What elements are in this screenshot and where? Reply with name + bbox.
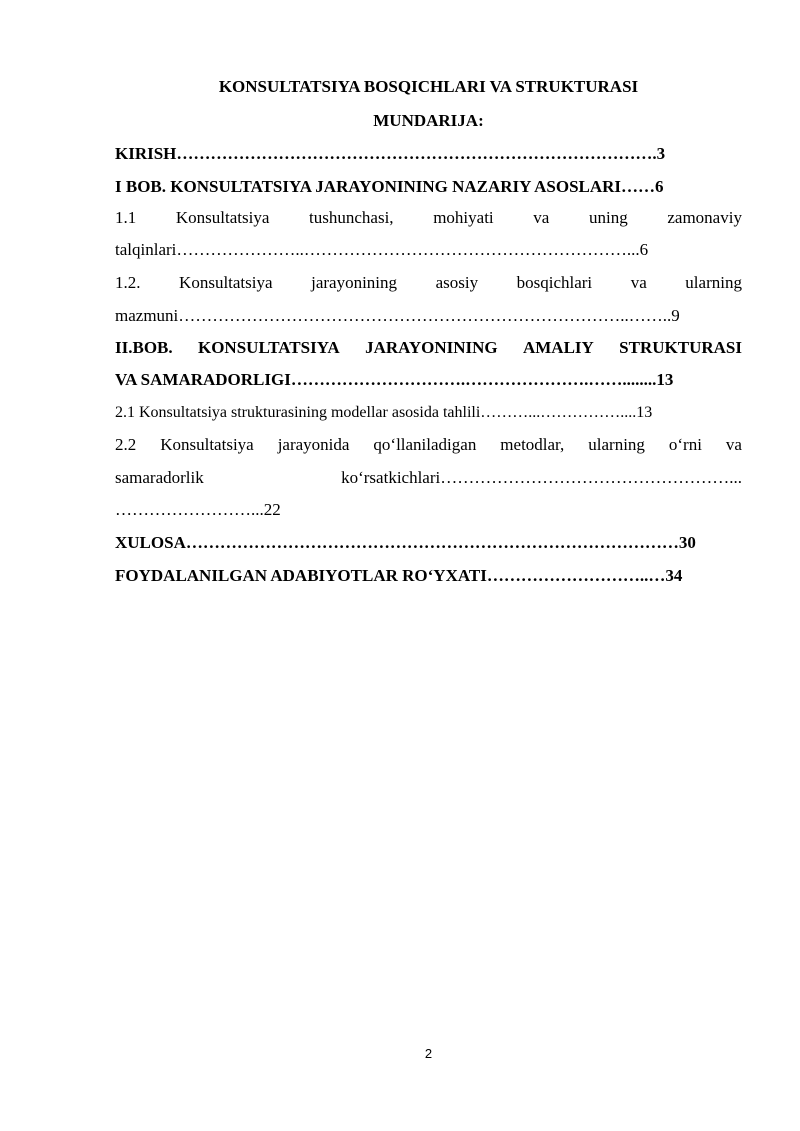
toc-word: uning <box>588 208 628 227</box>
toc-word: samaradorlik <box>115 468 204 487</box>
toc-word: JARAYONINING <box>365 338 498 357</box>
toc-entry-2-2-line2 <box>115 468 742 488</box>
toc-word: KONSULTATSIYA <box>197 338 340 357</box>
toc-word: AMALIY <box>522 338 594 357</box>
document-title: KONSULTATSIYA BOSQICHLARI VA STRUKTURASI <box>218 77 639 96</box>
toc-word: Konsultatsiya <box>160 435 254 454</box>
toc-entry-bob1: I BOB. KONSULTATSIYA JARAYONINING NAZARIY ASOSLARI……6 <box>115 177 664 196</box>
toc-word: asosiy <box>435 273 479 292</box>
toc-word: va <box>725 435 742 454</box>
toc-entry-adabiyotlar: FOYDALANILGAN ADABIYOTLAR RO‘YXATI………………………..…34 <box>115 566 683 585</box>
toc-entry-bob2-line1 <box>115 338 742 358</box>
toc-word: jarayonining <box>311 273 398 292</box>
page-number: 2 <box>424 1046 433 1061</box>
toc-entry-bob2-line2: VA SAMARADORLIGI………………………….………………….……........13 <box>115 370 674 389</box>
toc-heading: MUNDARIJA: <box>373 111 484 130</box>
toc-word: o‘rni <box>668 435 702 454</box>
toc-entry-1-1-line2: talqinlari…………………..…………………………………………………...6 <box>115 240 649 259</box>
toc-entry-1-2-line1 <box>115 273 742 293</box>
toc-entry-2-2-line1 <box>115 435 742 455</box>
toc-word: qo‘llaniladigan <box>373 435 477 454</box>
toc-entry-kirish: KIRISH………………………………………………………………………….3 <box>115 144 666 163</box>
toc-word: metodlar, <box>500 435 565 454</box>
toc-entry-2-2-line3: ……………………...22 <box>115 500 281 519</box>
toc-word: 2.2 <box>115 435 137 454</box>
toc-word: 1.1 <box>115 208 137 227</box>
toc-word: Konsultatsiya <box>175 208 270 227</box>
toc-word: ko‘rsatkichlari……………………………………………... <box>341 468 742 487</box>
toc-entry-xulosa: XULOSA……………………………………………………………………………30 <box>115 533 696 552</box>
toc-word: Konsultatsiya <box>179 273 273 292</box>
toc-word: ularning <box>588 435 645 454</box>
toc-word: jarayonida <box>277 435 350 454</box>
toc-word: bosqichlari <box>516 273 593 292</box>
toc-word: zamonaviy <box>667 208 742 227</box>
toc-entry-2-1: 2.1 Konsultatsiya strukturasining modellar asosida tahlili………...……………....13 <box>115 404 653 421</box>
toc-word: mohiyati <box>433 208 494 227</box>
toc-word: ularning <box>685 273 742 292</box>
toc-word: II.BOB. <box>115 338 173 357</box>
toc-word: 1.2. <box>115 273 141 292</box>
toc-word: tushunchasi, <box>309 208 394 227</box>
toc-entry-1-1-line1 <box>115 208 742 228</box>
toc-word: va <box>630 273 647 292</box>
toc-word: STRUKTURASI <box>619 338 742 357</box>
toc-word: va <box>533 208 550 227</box>
toc-entry-1-2-line2: mazmuni……………………………………………………………………..……..9 <box>115 306 680 325</box>
